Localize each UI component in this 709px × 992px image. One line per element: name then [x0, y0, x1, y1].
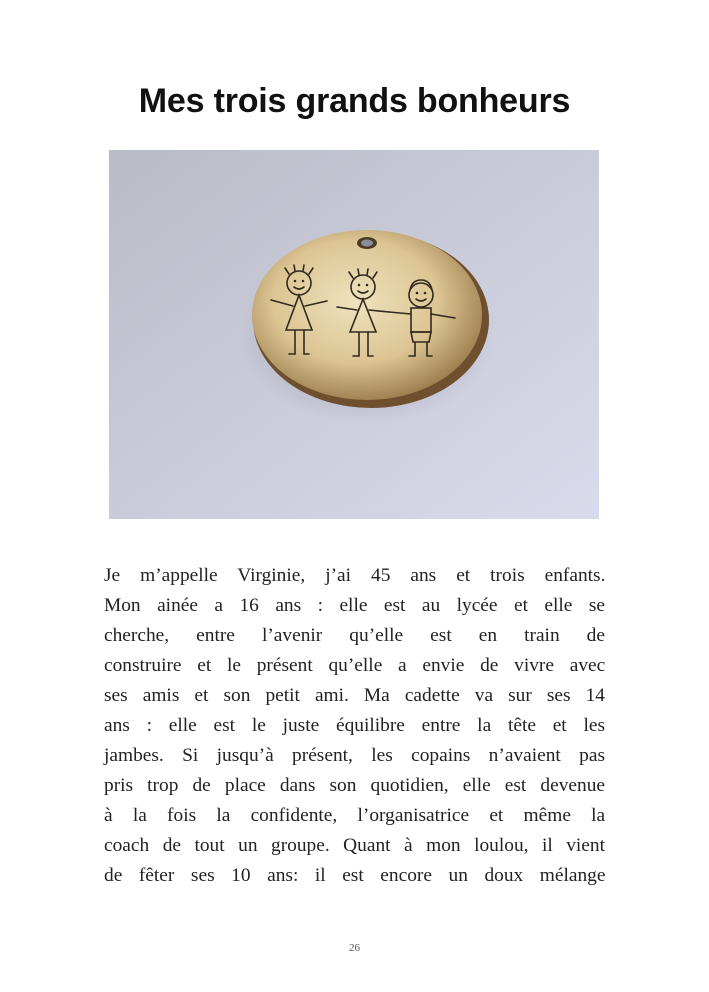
body-line: Mon ainée a 16 ans : elle est au lycée et elle se — [104, 595, 605, 616]
engraved-medal-three-children-icon — [109, 150, 599, 519]
body-line: cherche, entre l’avenir qu’elle est en train de — [104, 625, 605, 646]
page-title: Mes trois grands bonheurs — [138, 82, 571, 120]
body-line: de fêter ses 10 ans: il est encore un doux mélange — [104, 865, 606, 886]
body-line: pris trop de place dans son quotidien, elle est devenue — [104, 775, 605, 796]
page-number: 26 — [349, 942, 360, 954]
body-line: construire et le présent qu’elle a envie de vivre avec — [104, 655, 606, 676]
body-line: coach de tout un groupe. Quant à mon loulou, il vient — [104, 835, 605, 856]
body-paragraph — [104, 561, 605, 891]
body-line: Je m’appelle Virginie, j’ai 45 ans et trois enfants. — [104, 565, 606, 586]
medal-photo — [109, 150, 599, 519]
body-line: à la fois la confidente, l’organisatrice et même la — [104, 805, 606, 826]
body-line: ses amis et son petit ami. Ma cadette va sur ses 14 — [104, 685, 605, 706]
body-line: jambes. Si jusqu’à présent, les copains n’avaient pas — [104, 745, 605, 766]
body-line: ans : elle est le juste équilibre entre la tête et les — [104, 715, 605, 736]
